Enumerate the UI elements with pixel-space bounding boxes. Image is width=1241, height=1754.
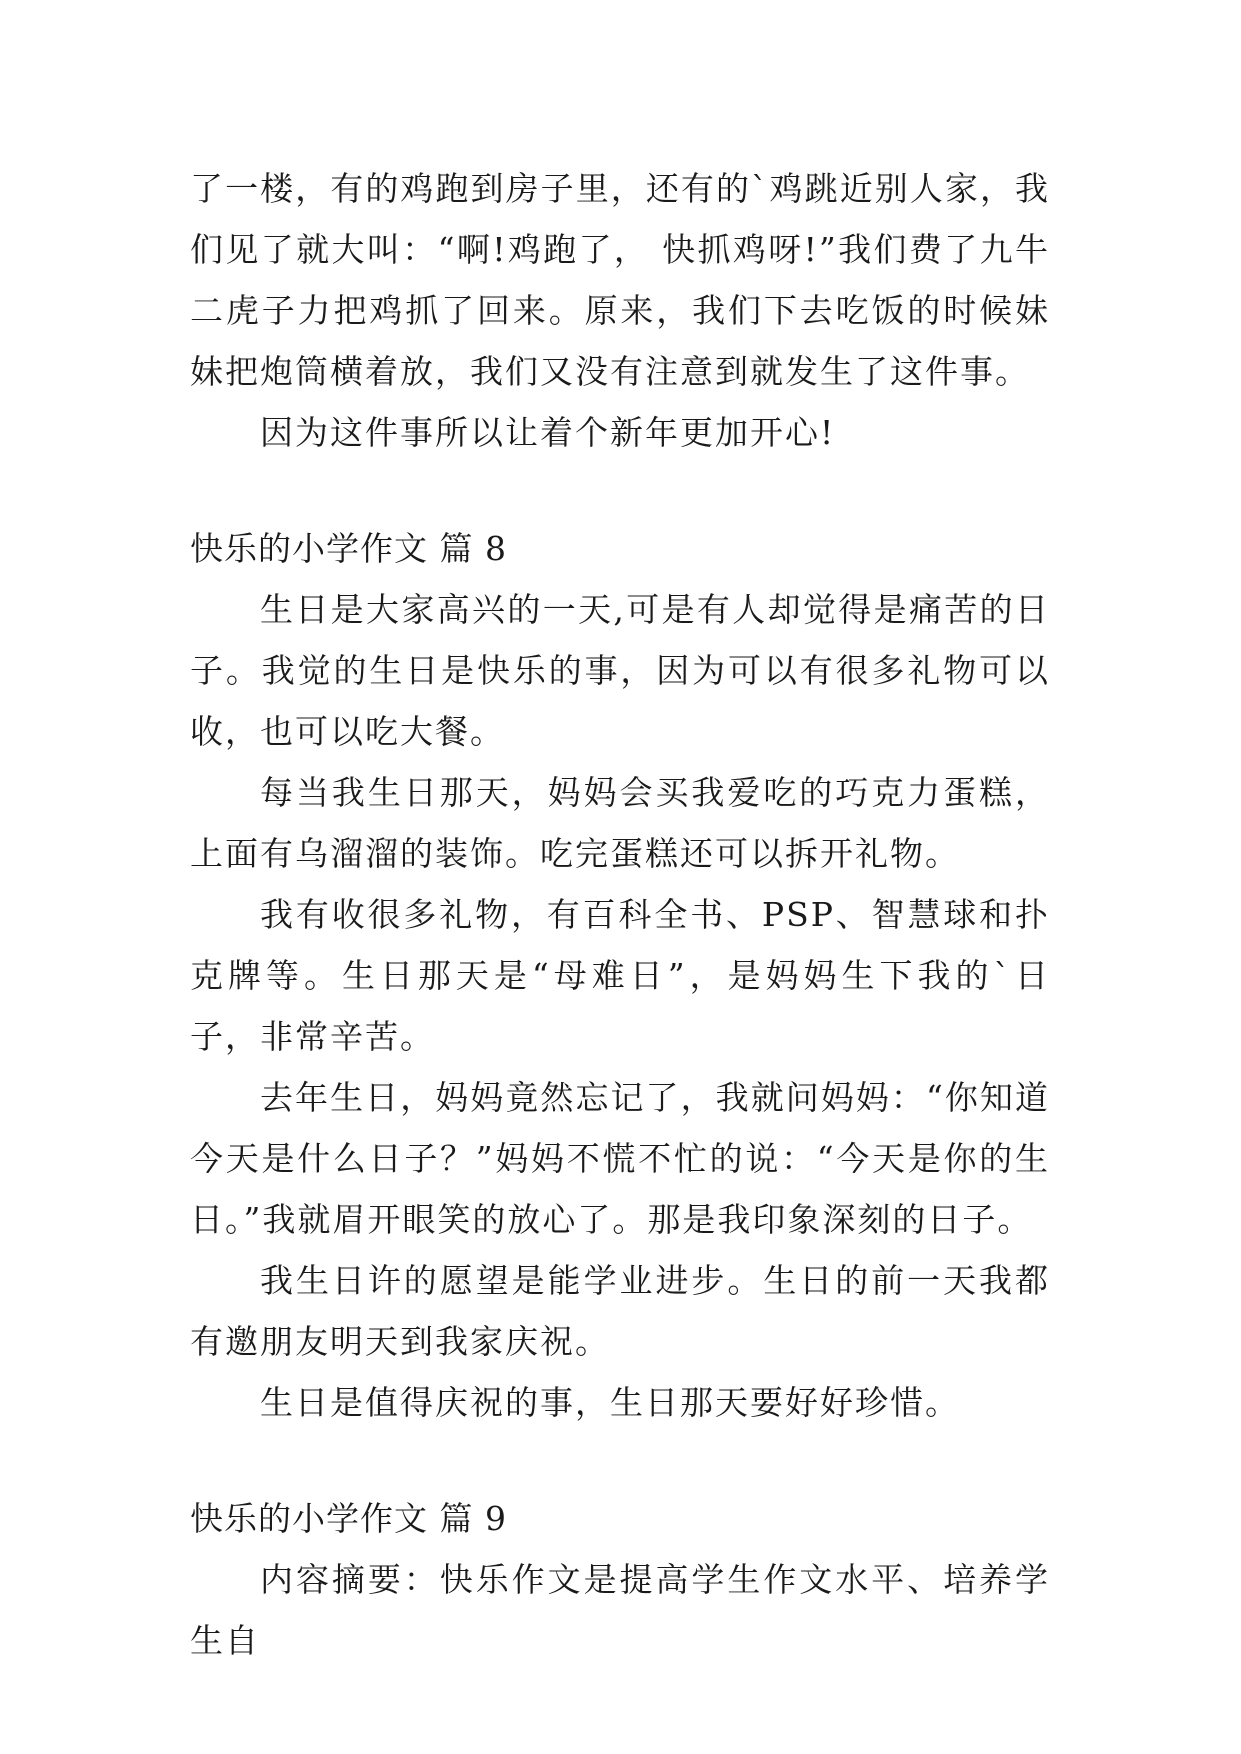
paragraph-birthday-conclusion: 生日是值得庆祝的事，生日那天要好好珍惜。 (260, 1383, 960, 1422)
section-heading-8: 快乐的小学作文 篇 8 (190, 529, 507, 568)
paragraph-chicken-escape: 了一楼，有的鸡跑到房子里，还有的`鸡跳近别人家，我们见了就大叫：“啊!鸡跑了， 快抓鸡呀!”我们费了九牛二虎子力把鸡抓了回来。原来，我们下去吃饭的时候妹妹把炮筒横着放，我们又没有注意到就发生了这件事。 (190, 169, 1050, 391)
paragraph-new-year-conclusion: 因为这件事所以让着个新年更加开心! (260, 413, 836, 452)
paragraph-birthday-forgotten: 去年生日，妈妈竟然忘记了，我就问妈妈：“你知道今天是什么日子？”妈妈不慌不忙的说：“今天是你的生日。”我就眉开眼笑的放心了。那是我印象深刻的日子。 (190, 1078, 1050, 1239)
paragraph-birthday-intro: 生日是大家高兴的一天,可是有人却觉得是痛苦的日子。我觉的生日是快乐的事，因为可以有很多礼物可以收，也可以吃大餐。 (190, 590, 1050, 751)
paragraph-summary: 内容摘要：快乐作文是提高学生作文水平、培养学生自 (190, 1560, 1050, 1660)
section-heading-9: 快乐的小学作文 篇 9 (190, 1499, 507, 1538)
document-body (190, 158, 1050, 1671)
paragraph-birthday-wish: 我生日许的愿望是能学业进步。生日的前一天我都有邀朋友明天到我家庆祝。 (190, 1261, 1050, 1361)
paragraph-birthday-gifts: 我有收很多礼物，有百科全书、PSP、智慧球和扑克牌等。生日那天是“母难日”，是妈妈生下我的`日子，非常辛苦。 (190, 895, 1050, 1056)
paragraph-birthday-cake: 每当我生日那天，妈妈会买我爱吃的巧克力蛋糕，上面有乌溜溜的装饰。吃完蛋糕还可以拆开礼物。 (190, 773, 1050, 873)
